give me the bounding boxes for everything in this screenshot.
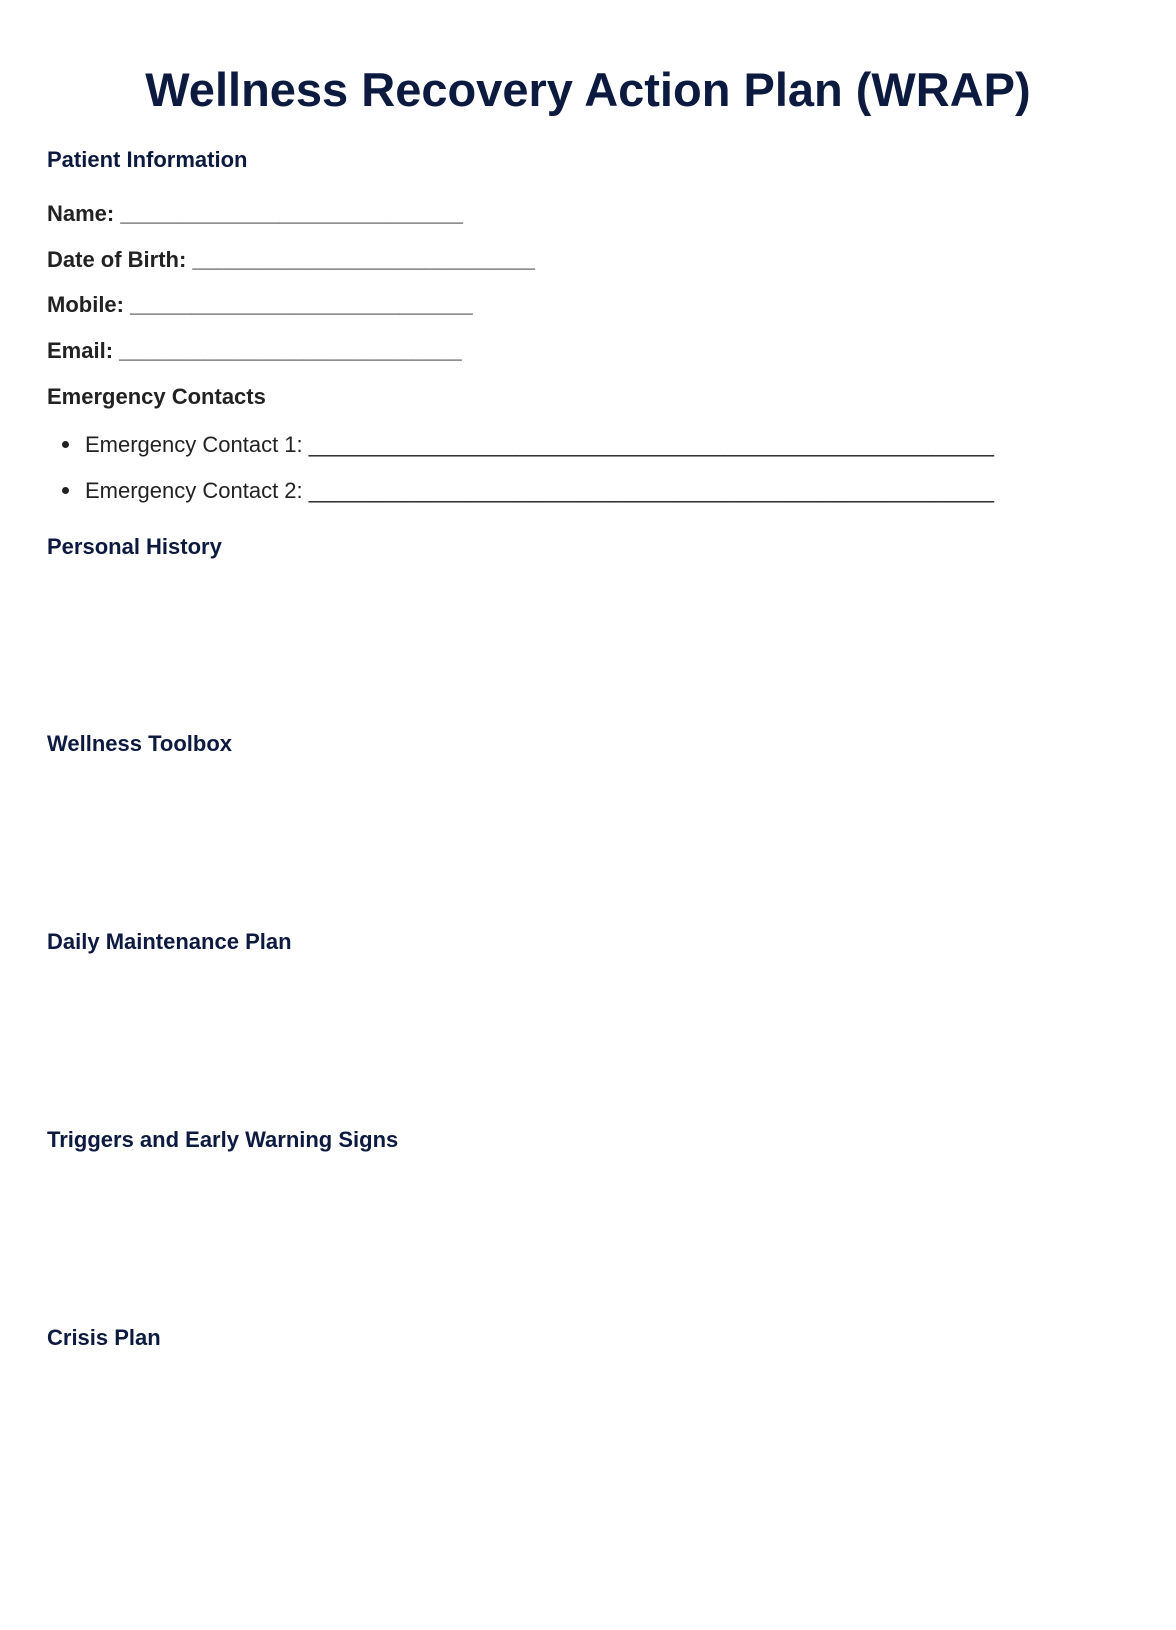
section-heading-wellness-toolbox: Wellness Toolbox [47,731,232,756]
field-blank[interactable]: ____________________________ [130,292,473,317]
field-label: Email: [47,338,114,363]
emergency-contact-2[interactable] [62,480,994,502]
field-label: Mobile: [47,292,124,317]
bullet-icon [62,441,69,448]
section-heading-crisis-plan: Crisis Plan [47,1325,161,1350]
contact-blank[interactable]: ________________________________________________________ [308,432,994,457]
date-of-birth-field[interactable] [47,249,535,271]
emergency-contacts-heading: Emergency Contacts [47,384,266,409]
contact-label: Emergency Contact 2: [85,478,303,503]
field-blank[interactable]: ____________________________ [119,338,462,363]
field-label: Date of Birth: [47,247,187,272]
email-field[interactable] [47,340,462,362]
field-blank[interactable]: ____________________________ [192,247,536,272]
contact-blank[interactable]: ________________________________________________________ [308,478,994,503]
field-label: Name: [47,201,115,226]
document-title: Wellness Recovery Action Plan (WRAP) [145,63,1031,116]
name-field[interactable] [47,203,463,225]
field-blank[interactable]: ____________________________ [120,201,463,226]
section-heading-personal-history: Personal History [47,534,222,559]
section-heading-patient-information: Patient Information [47,147,248,172]
bullet-icon [62,487,69,494]
mobile-field[interactable] [47,294,473,316]
contact-label: Emergency Contact 1: [85,432,303,457]
section-heading-triggers: Triggers and Early Warning Signs [47,1127,399,1152]
emergency-contact-1[interactable] [62,434,994,456]
section-heading-daily-maintenance-plan: Daily Maintenance Plan [47,929,292,954]
